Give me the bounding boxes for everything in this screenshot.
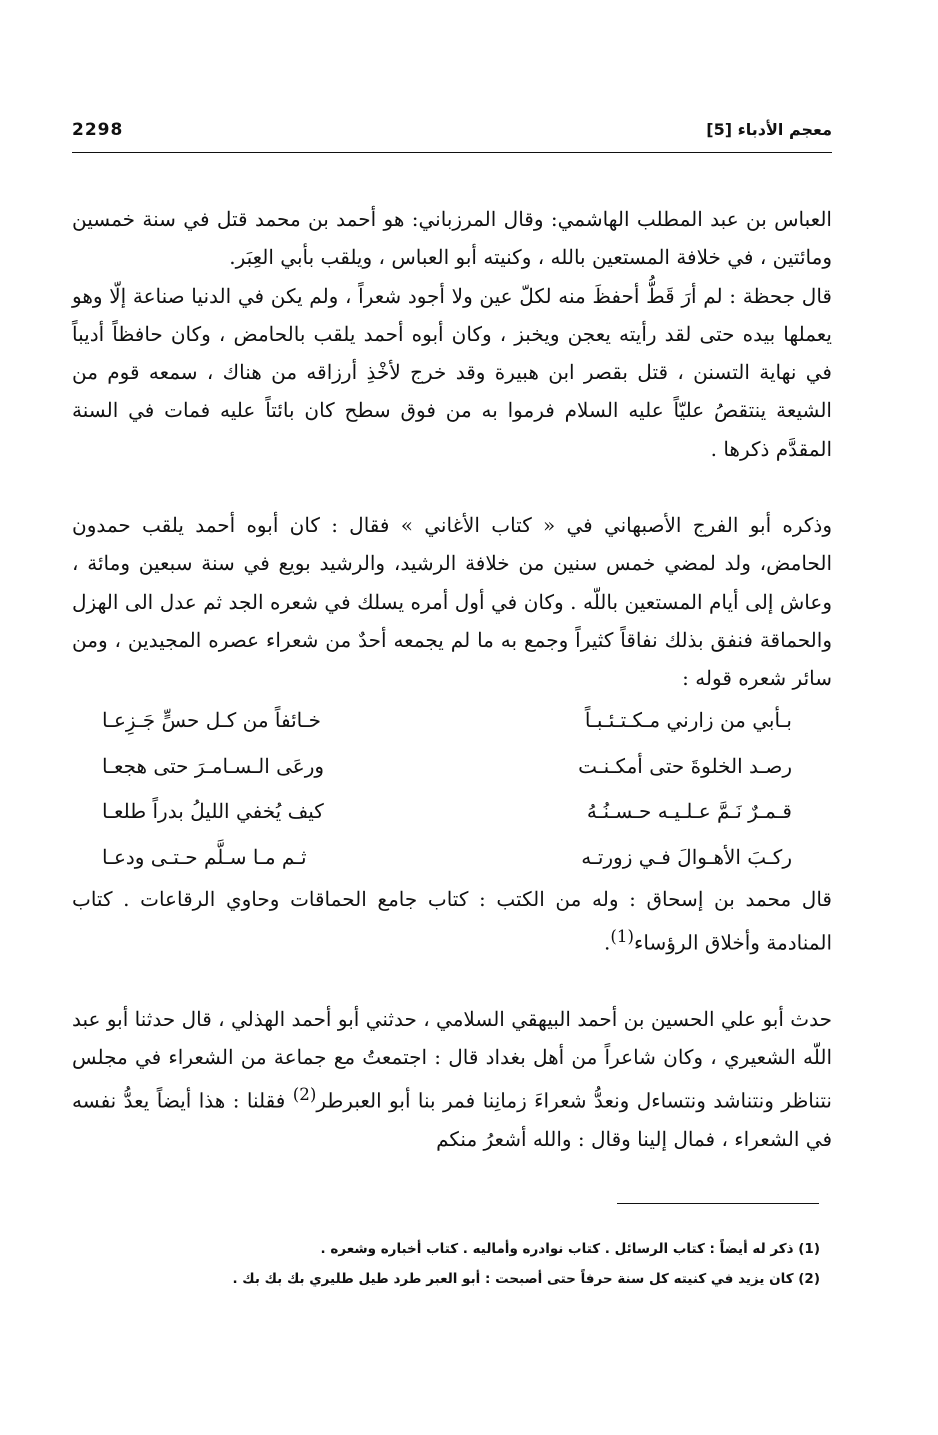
page-number: 2298: [72, 120, 124, 140]
section-gap: [72, 468, 832, 506]
footnote-ref-2[interactable]: (2): [292, 1085, 317, 1105]
verse-first-hemistich: بـأبي من زارني مـكـتـئـبـاً: [584, 708, 792, 733]
verse-second-hemistich: ثـم مـا سـلَّم حـتـى ودعـا: [102, 844, 307, 869]
body-text: [72, 200, 832, 1159]
running-title: معجم الأدباء [5]: [706, 120, 832, 139]
page-header: [72, 120, 832, 150]
verse-first-hemistich: ركـبَ الأهـوالَ فـي زورتـه: [581, 844, 792, 869]
paragraph-5-text: حدث أبو علي الحسين بن أحمد البيهقي السلامي ، حدثني أبو أحمد الهذلي ، قال حدثنا أبو عبد اللّه الشعيري ، وكان شاعراً من أهل بغداد قال : اجتمعتُ مع جماعة من الشعراء في مجلس نتناظر ونتناشد ونتساءل ونعدُّ شعراءَ زمانِنا فمر بنا أبو العبرطر: [72, 1006, 832, 1114]
paragraph-5-cont: فقلنا : هذا أيضاً يعدُّ نفسه في الشعراء ، فمال إلينا وقال : والله أشعرُ منكم: [72, 1089, 832, 1152]
paragraph-4-end: .: [604, 930, 611, 955]
footnote-ref-1[interactable]: (1): [610, 926, 634, 946]
section-gap: [72, 962, 832, 1000]
footnote-separator: [617, 1203, 819, 1204]
paragraph-4: [72, 880, 832, 962]
footnote-2: (2) كان يزيد في كنيته كل سنة حرفاً حتى أصبحت : أبو العبر طرد طيل طليري بك بك بك .: [232, 1271, 820, 1287]
verse-first-hemistich: قـمـرٌ نَـمَّ عـلـيـه حـسـنُـهُ: [586, 799, 792, 824]
poem-verse: [102, 789, 792, 835]
paragraph-3: وذكره أبو الفرج الأصبهاني في « كتاب الأغاني » فقال : كان أبوه أحمد يلقب حمدون الحامض، ولد لمضي خمس سنين من خلافة الرشيد، والرشيد بويع في سنة سبعين ومائة ، وعاش إلى أيام المستعين باللّه . وكان في أول أمره يسلك في شعره الجد ثم عدل الى الهزل والحماقة فنفق بذلك نفاقاً كثيراً وجمع به ما لم يجمعه أحدٌ من شعراء عصره المجيدين ، ومن سائر شعره قوله :: [72, 513, 832, 691]
verse-second-hemistich: خـائفاً من كـل حسٍّ جَـزِعـا: [102, 708, 321, 733]
poem: [102, 698, 792, 880]
paragraph-2: قال جحظة : لم أرَ قَطُّ أحفظَ منه لكلّ عين ولا أجود شعراً ، ولم يكن في الدنيا صناعة إلّا وهو يعملها بيده حتى لقد رأيته يعجن ويخبز ، وكان أبوه أحمد يلقب بالحامض ، وكان حافظاً أديباً في نهاية التسنن ، قتل بقصر ابن هبيرة وقد خرج لأخْذِ أرزاقه من هناك ، سمعه قوم من الشيعة ينتقصُ عليّاً عليه السلام فرموا به من فوق سطح كان بائتاً عليه فمات في السنة المقدَّم ذكرها .: [72, 283, 832, 461]
verse-first-hemistich: رصـد الخلوةَ حتى أمكـنـت: [578, 753, 792, 778]
paragraph-5: [72, 1000, 832, 1159]
paragraph-1: العباس بن عبد المطلب الهاشمي: وقال المرزباني: هو أحمد بن محمد قتل في سنة خمسين ومائتين ، في خلافة المستعين بالله ، وكنيته أبو العباس ، ويلقب بأبي العِبَر.: [72, 207, 832, 270]
poem-verse: [102, 698, 792, 744]
paragraph-4-text: قال محمد بن إسحاق : وله من الكتب : كتاب جامع الحماقات وحاوي الرقاعات . كتاب المنادمة وأخلاق الرؤساء: [72, 886, 832, 955]
poem-verse: [102, 743, 792, 789]
verse-second-hemistich: ورعَى الـسـامـرَ حتى هجعـا: [102, 753, 325, 778]
poem-verse: [102, 834, 792, 880]
header-rule: [72, 152, 832, 153]
verse-second-hemistich: كيف يُخفي الليلُ بدراً طلعـا: [102, 799, 324, 824]
footnote-1: (1) ذكر له أيضاً : كتاب الرسائل . كتاب نوادره وأماليه . كتاب أخباره وشعره .: [320, 1241, 820, 1257]
footnotes: [180, 1234, 820, 1294]
